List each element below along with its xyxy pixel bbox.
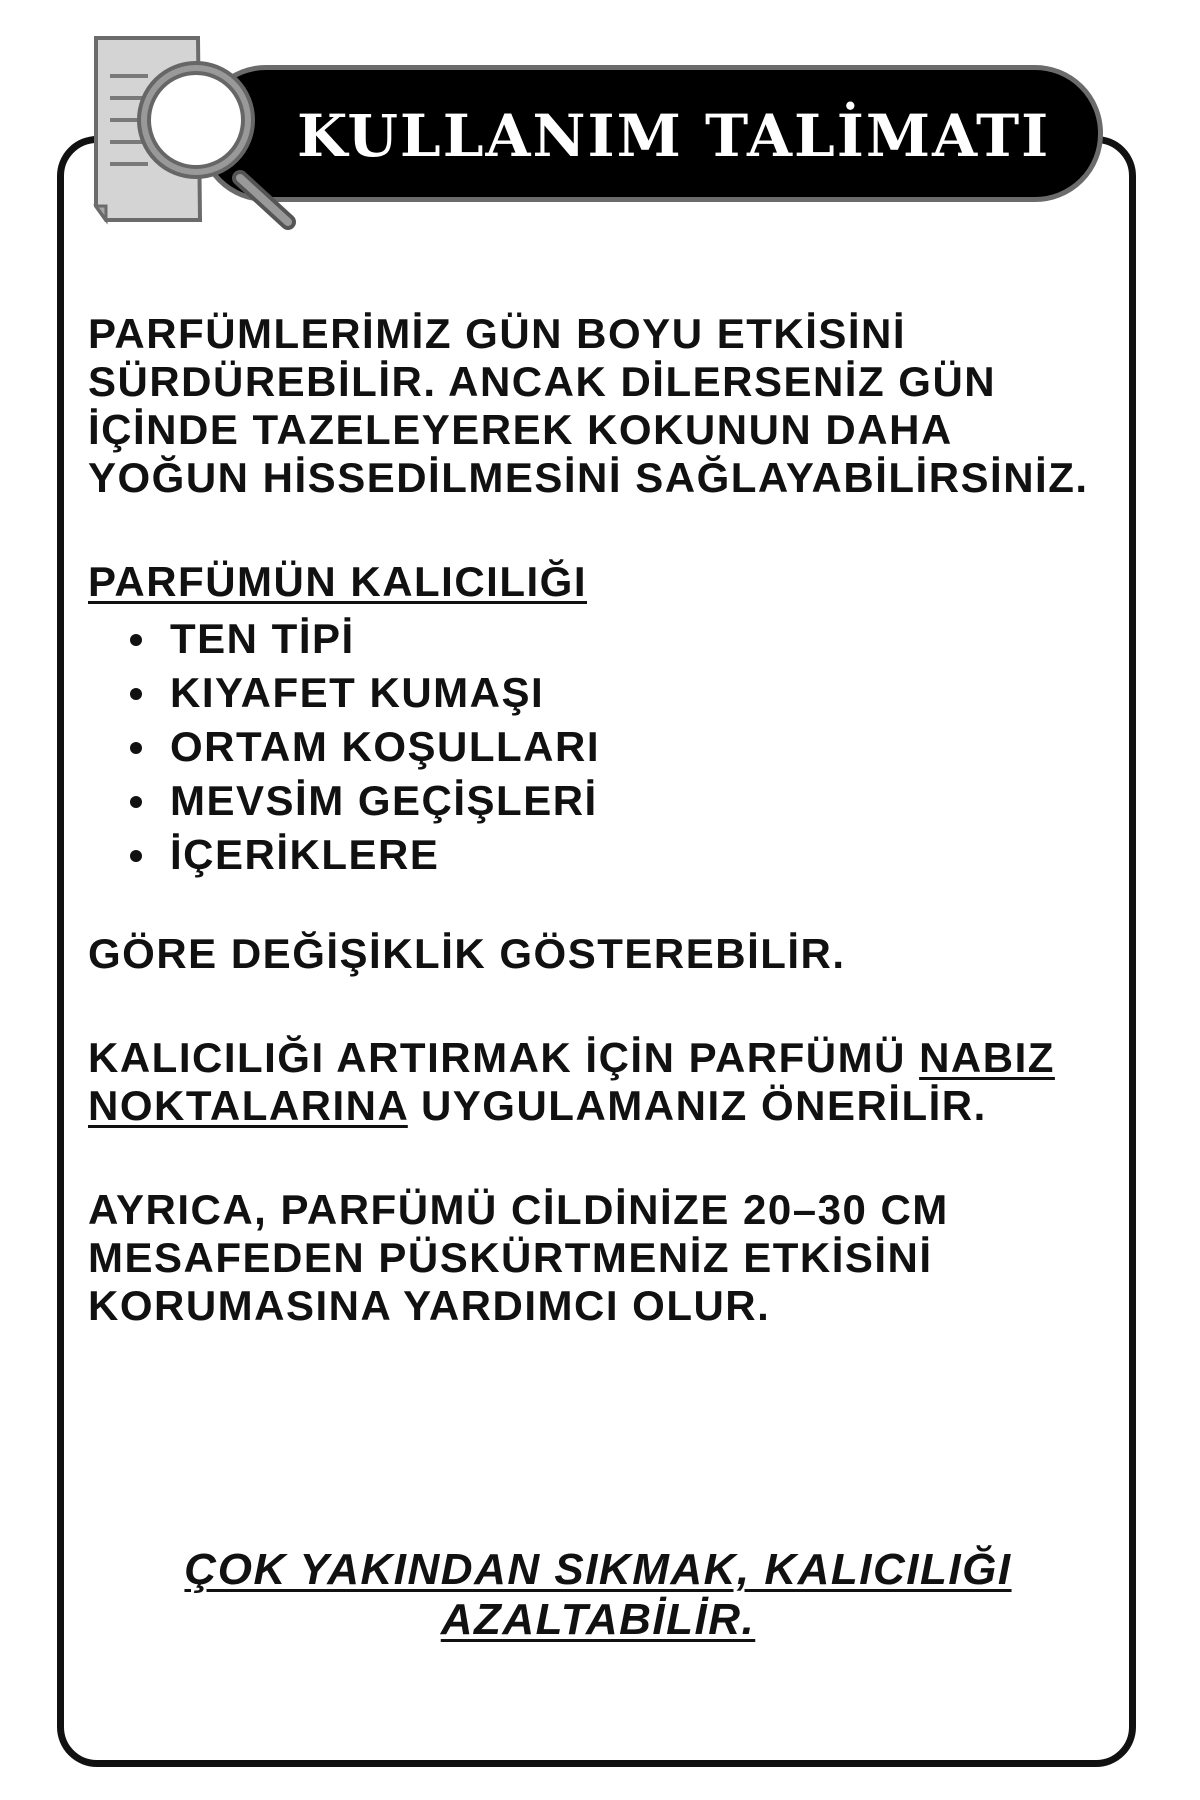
intro-paragraph: PARFÜMLERİMİZ GÜN BOYU ETKİSİNİ SÜRDÜREBİLİR. ANCAK DİLERSENİZ GÜN İÇİNDE TAZELEYEREK KOKUNUN DAHA YOĞUN HİSSEDİLMESİNİ SAĞLAYABİLİRSİNİZ. (88, 310, 1089, 501)
list-item: İÇERİKLERE (130, 828, 1108, 882)
warning-note (88, 1545, 1108, 1645)
warning-text: ÇOK YAKINDAN SIKMAK, KALICILIĞI AZALTABİLİR. (184, 1545, 1012, 1644)
pulse-points-highlight: NABIZ NOKTALARINA (88, 1034, 1055, 1129)
longevity-heading: PARFÜMÜN KALICILIĞI (88, 558, 588, 605)
longevity-factors-list (88, 612, 1108, 882)
list-item: TEN TİPİ (130, 612, 1108, 666)
spray-distance-tip: AYRICA, PARFÜMÜ CİLDİNİZE 20–30 CM MESAFEDEN PÜSKÜRTMENİZ ETKİSİNİ KORUMASINA YARDIMCI OLUR. (88, 1186, 949, 1329)
list-item: KIYAFET KUMAŞI (130, 666, 1108, 720)
list-item: MEVSİM GEÇİŞLERİ (130, 774, 1108, 828)
pulse-tip-before: KALICILIĞI ARTIRMAK İÇİN PARFÜMÜ (88, 1034, 920, 1081)
document-magnifier-icon (88, 36, 328, 236)
instructions-body (88, 310, 1108, 1330)
page-title: KULLANIM TALİMATI (297, 102, 1051, 170)
list-item: ORTAM KOŞULLARI (130, 720, 1108, 774)
pulse-tip-after: UYGULAMANIZ ÖNERİLİR. (407, 1082, 987, 1129)
pulse-points-tip (88, 1034, 1108, 1130)
longevity-conclusion: GÖRE DEĞİŞİKLİK GÖSTEREBİLİR. (88, 930, 846, 977)
